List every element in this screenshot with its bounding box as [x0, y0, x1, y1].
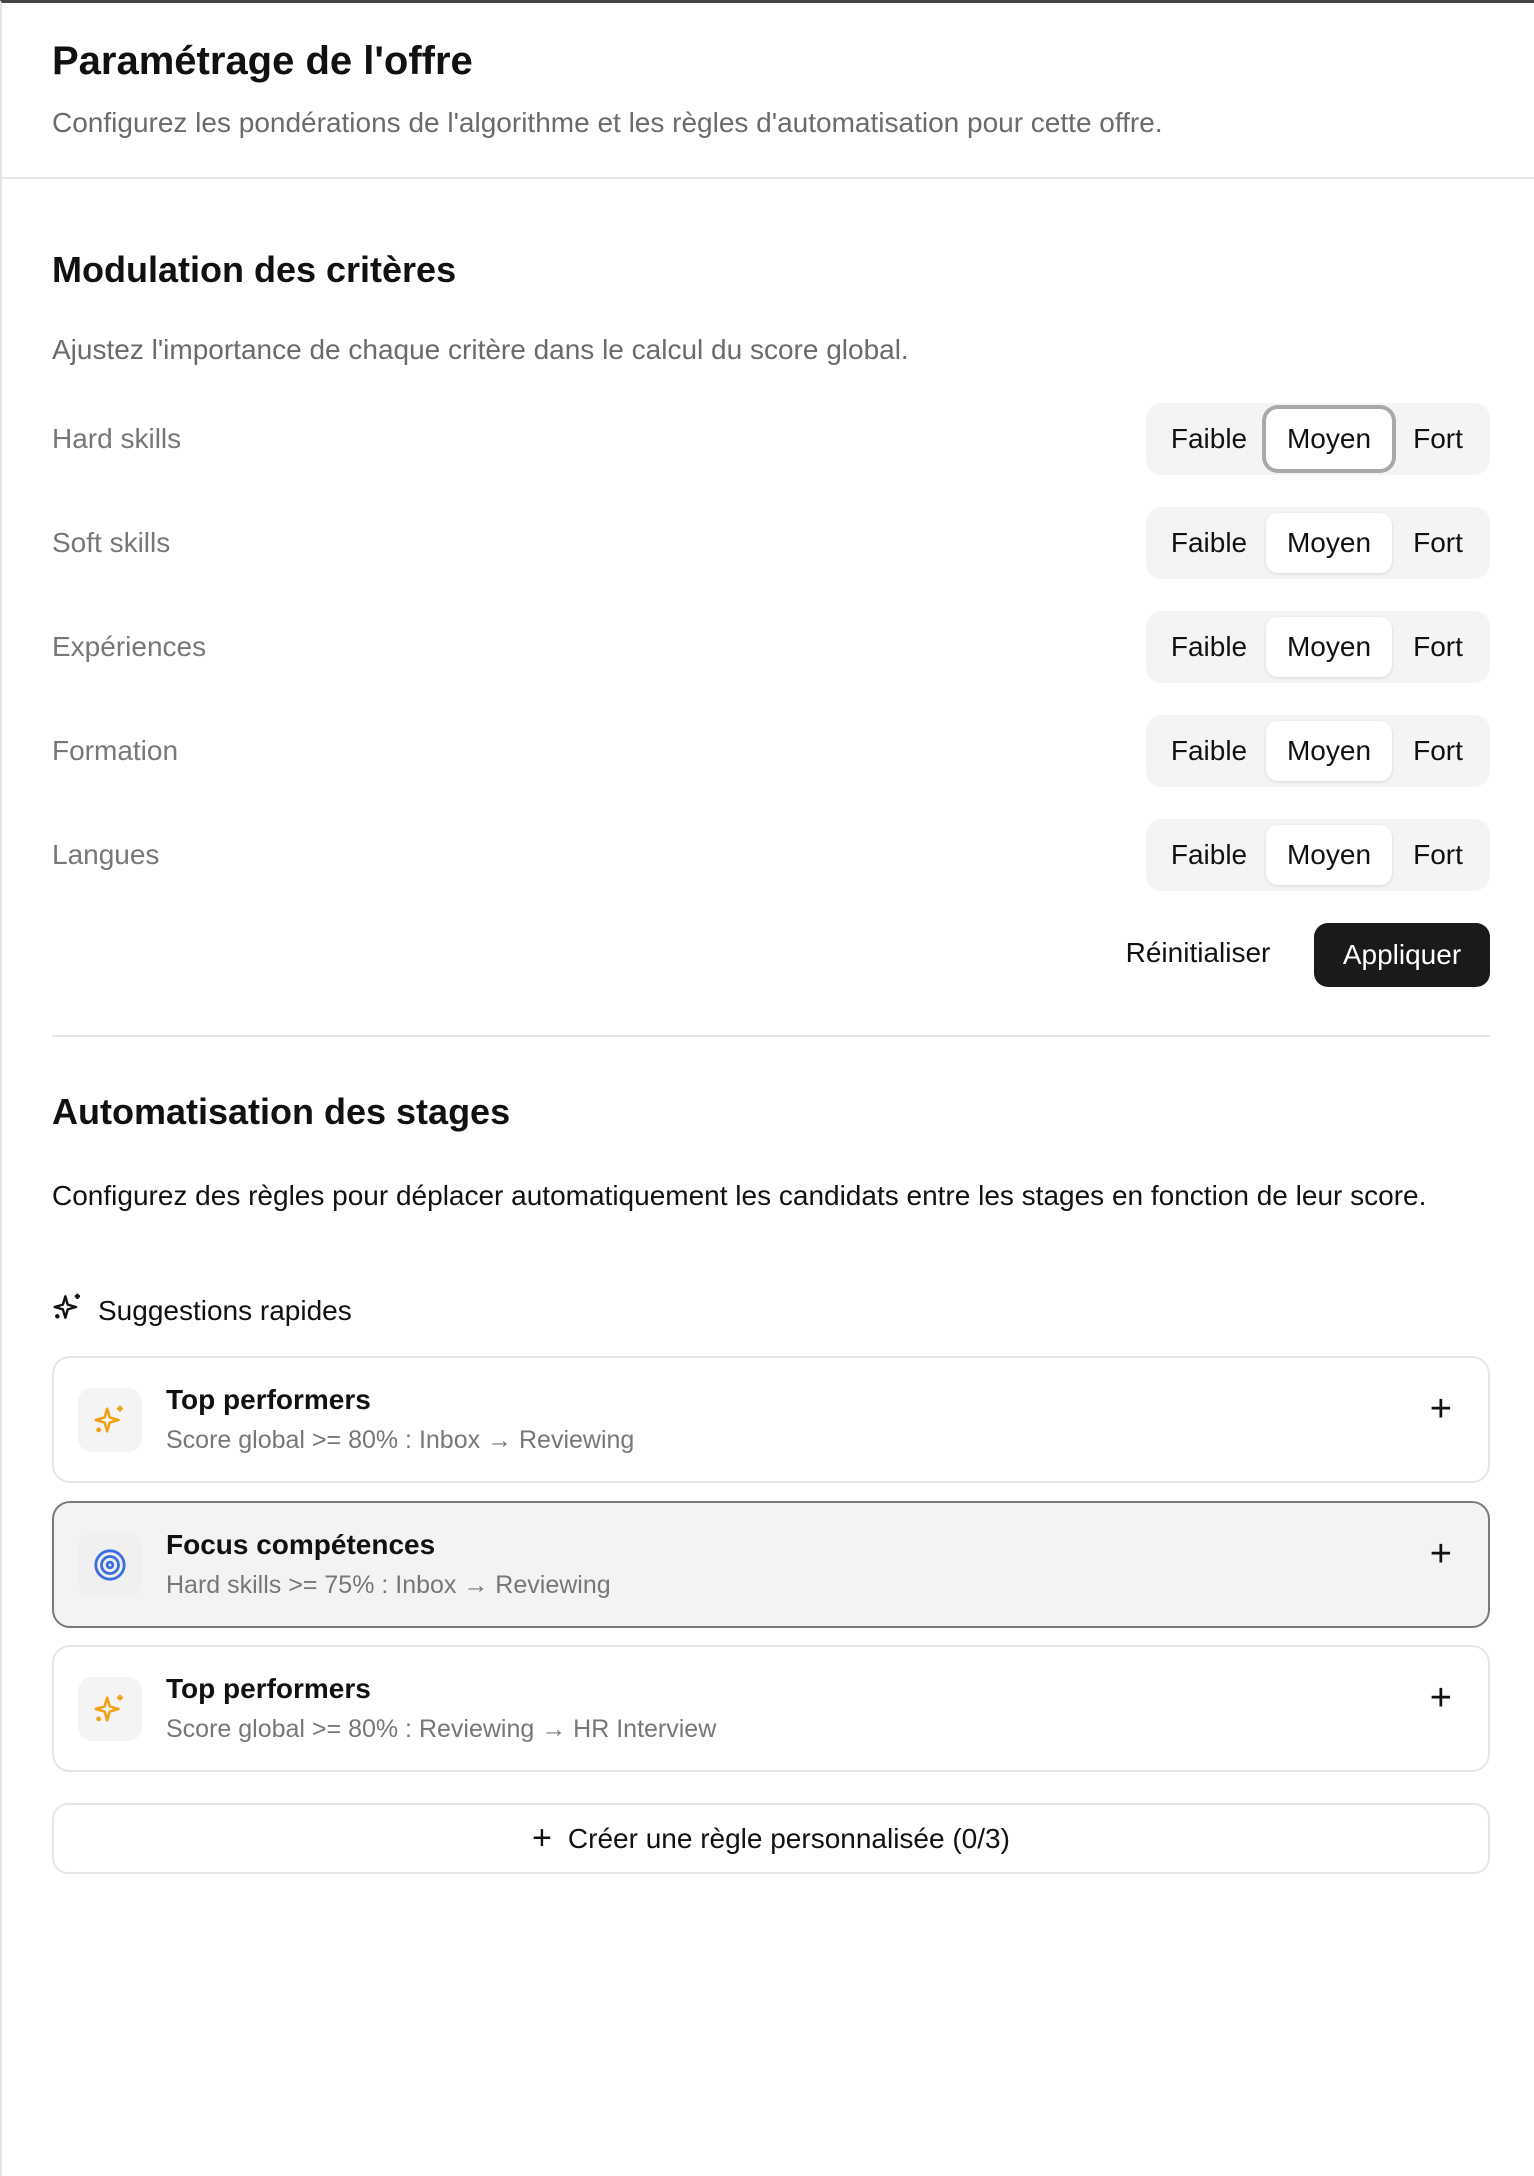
- weight-option-moyen[interactable]: Moyen: [1266, 721, 1392, 781]
- weight-option-moyen[interactable]: Moyen: [1266, 617, 1392, 677]
- weight-option-faible[interactable]: Faible: [1170, 631, 1248, 662]
- reset-button[interactable]: Réinitialiser: [1125, 937, 1271, 968]
- create-custom-rule-button[interactable]: [52, 1803, 1490, 1874]
- weight-option-moyen[interactable]: Moyen: [1266, 825, 1392, 885]
- suggestion-title: Top performers: [166, 1384, 371, 1415]
- apply-button[interactable]: Appliquer: [1314, 923, 1490, 987]
- suggestion-card[interactable]: [52, 1356, 1490, 1483]
- section-divider: [52, 1035, 1490, 1037]
- target-icon: [78, 1533, 142, 1597]
- plus-icon: +: [532, 1819, 552, 1857]
- weight-selector: [1146, 715, 1490, 787]
- suggestion-title: Focus compétences: [166, 1528, 436, 1560]
- suggestion-rule: Score global >= 80% : Reviewing → HR Interview: [166, 1715, 717, 1743]
- add-suggestion-plus-icon[interactable]: +: [1429, 1388, 1452, 1430]
- automation-heading: Automatisation des stages: [52, 1091, 511, 1132]
- criterion-label: Formation: [52, 735, 179, 766]
- weight-selector: [1146, 507, 1490, 579]
- create-custom-rule-label: Créer une règle personnalisée (0/3): [567, 1822, 1010, 1854]
- add-suggestion-plus-icon[interactable]: +: [1429, 1677, 1452, 1719]
- weight-option-moyen[interactable]: Moyen: [1266, 409, 1392, 469]
- weight-option-moyen[interactable]: Moyen: [1266, 513, 1392, 573]
- criteria-description: Ajustez l'importance de chaque critère dans le calcul du score global.: [52, 334, 909, 365]
- weight-option-fort[interactable]: Fort: [1413, 423, 1463, 454]
- weight-selector: [1146, 611, 1490, 683]
- criterion-label: Hard skills: [52, 423, 182, 454]
- suggestion-rule: Score global >= 80% : Inbox → Reviewing: [166, 1426, 635, 1454]
- page-title: Paramétrage de l'offre: [52, 39, 473, 83]
- suggestion-card[interactable]: [52, 1645, 1490, 1772]
- weight-option-fort[interactable]: Fort: [1413, 735, 1463, 766]
- quick-suggestions-header: [52, 1291, 352, 1330]
- weight-option-fort[interactable]: Fort: [1413, 631, 1463, 662]
- sparkles-icon: [78, 1388, 142, 1452]
- weight-option-faible[interactable]: Faible: [1170, 735, 1248, 766]
- automation-description: Configurez des règles pour déplacer automatiquement les candidats entre les stages en fonction de leur score.: [52, 1180, 1427, 1211]
- sparkles-icon: [78, 1677, 142, 1741]
- weight-selector: [1146, 819, 1490, 891]
- header-divider: [2, 177, 1534, 179]
- weight-option-faible[interactable]: Faible: [1170, 839, 1248, 870]
- criterion-label: Expériences: [52, 631, 207, 662]
- suggestion-title: Top performers: [166, 1673, 371, 1704]
- weight-option-faible[interactable]: Faible: [1170, 527, 1248, 558]
- suggestion-card[interactable]: [52, 1501, 1490, 1628]
- page-subtitle: Configurez les pondérations de l'algorithme et les règles d'automatisation pour cette offre.: [52, 107, 1163, 138]
- weight-selector: [1146, 403, 1490, 475]
- criteria-heading: Modulation des critères: [52, 249, 457, 290]
- criterion-label: Langues: [52, 839, 160, 870]
- criterion-label: Soft skills: [52, 527, 171, 558]
- suggestion-rule: Hard skills >= 75% : Inbox → Reviewing: [166, 1570, 611, 1599]
- weight-option-fort[interactable]: Fort: [1413, 839, 1463, 870]
- weight-option-faible[interactable]: Faible: [1170, 423, 1248, 454]
- add-suggestion-plus-icon[interactable]: +: [1429, 1532, 1452, 1575]
- sparkles-icon: [52, 1291, 84, 1330]
- quick-suggestions-label: Suggestions rapides: [98, 1294, 352, 1326]
- weight-option-fort[interactable]: Fort: [1413, 527, 1463, 558]
